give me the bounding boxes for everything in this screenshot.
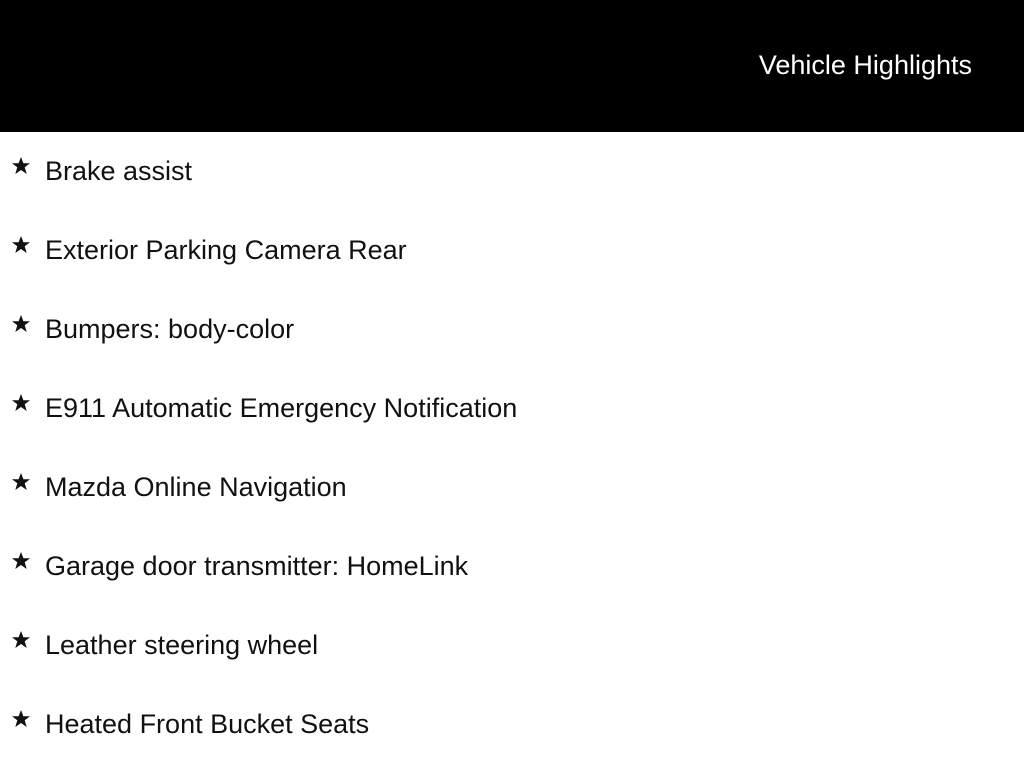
star-icon [11,235,31,255]
highlight-label: Heated Front Bucket Seats [45,709,370,739]
list-item [0,369,1024,448]
highlight-label: Brake assist [45,156,193,186]
list-item [0,211,1024,290]
highlight-label: Mazda Online Navigation [45,472,347,502]
star-icon [11,156,31,176]
highlights-list [0,132,1024,764]
list-item [0,290,1024,369]
highlight-label: E911 Automatic Emergency Notification [45,393,518,423]
list-item [0,448,1024,527]
star-icon [11,393,31,413]
highlight-label: Bumpers: body-color [45,314,295,344]
list-item [0,606,1024,685]
star-icon [11,630,31,650]
star-icon [11,472,31,492]
highlight-label: Leather steering wheel [45,630,319,660]
star-icon [11,709,31,729]
star-icon [11,551,31,571]
list-item [0,132,1024,211]
header-bar [0,0,1024,132]
highlight-label: Exterior Parking Camera Rear [45,235,407,265]
list-item [0,685,1024,764]
highlight-label: Garage door transmitter: HomeLink [45,551,469,581]
list-item [0,527,1024,606]
star-icon [11,314,31,334]
page-title: Vehicle Highlights [758,50,972,80]
